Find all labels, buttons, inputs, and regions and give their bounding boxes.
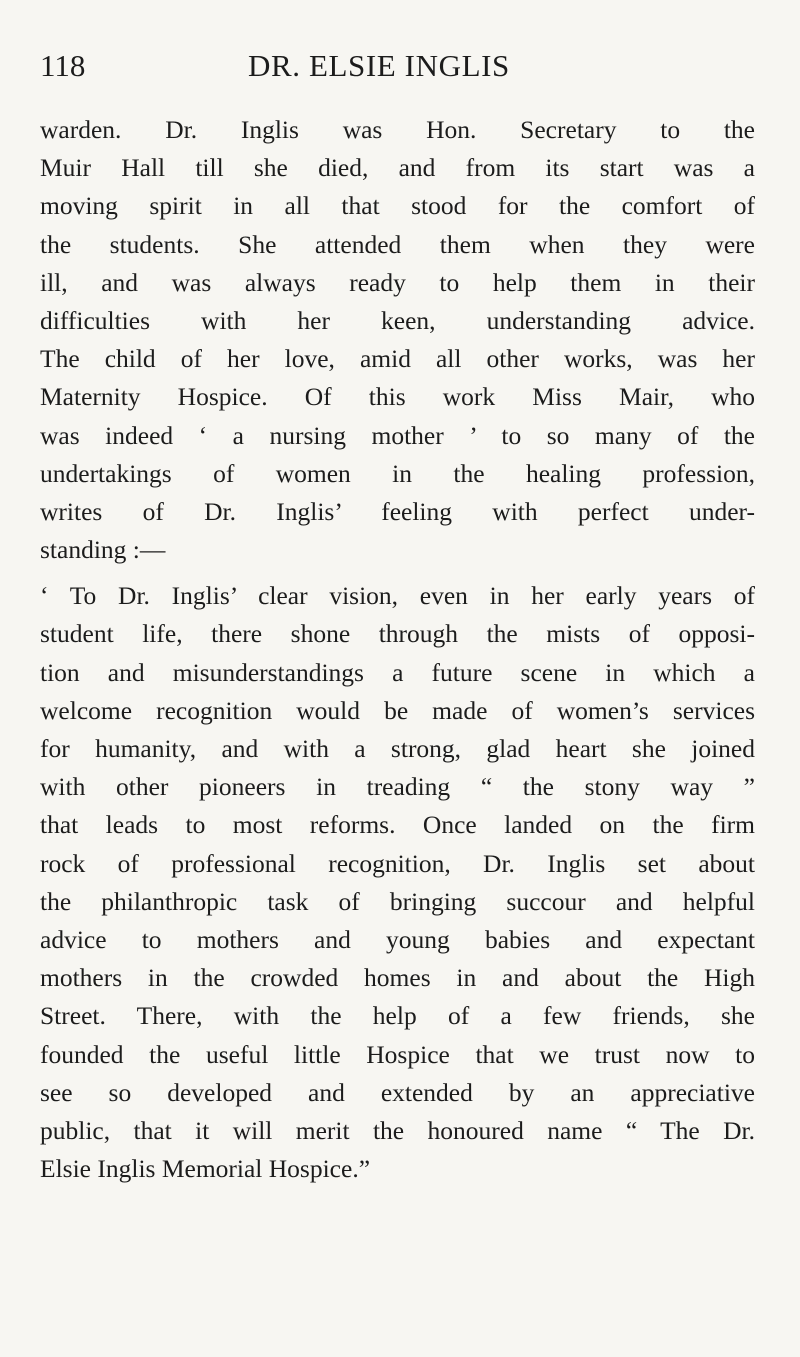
text-line: Street. There, with the help of a few friends, she bbox=[40, 1001, 755, 1031]
text-line: mothers in the crowded homes in and about the High bbox=[40, 963, 755, 993]
text-line: the philanthropic task of bringing succour and helpful bbox=[40, 886, 755, 916]
text-line: Muir Hall till she died, and from its start was a bbox=[40, 153, 755, 183]
text-line: difficulties with her keen, understanding advice. bbox=[40, 305, 755, 335]
text-line: with other pioneers in treading “ the stony way ” bbox=[40, 772, 755, 802]
text-line: for humanity, and with a strong, glad heart she joined bbox=[40, 734, 755, 763]
text-line: student life, there shone through the mists of opposi- bbox=[40, 619, 755, 649]
text-line: undertakings of women in the healing profession, bbox=[40, 458, 755, 488]
text-line: see so developed and extended by an appreciative bbox=[40, 1077, 755, 1107]
paragraph-gap bbox=[40, 569, 755, 577]
paragraph-muir-hall bbox=[40, 111, 755, 569]
text-line: Elsie Inglis Memorial Hospice.” bbox=[40, 1154, 371, 1184]
running-head bbox=[40, 44, 756, 88]
text-line: was indeed ‘ a nursing mother ’ to so many of the bbox=[40, 420, 755, 450]
text-line: The child of her love, amid all other works, was her bbox=[40, 344, 755, 374]
text-line: public, that it will merit the honoured name “ The Dr. bbox=[40, 1115, 755, 1145]
text-line: that leads to most reforms. Once landed on the firm bbox=[40, 810, 755, 840]
text-line: ill, and was always ready to help them in their bbox=[40, 267, 755, 297]
text-line: writes of Dr. Inglis’ feeling with perfect under- bbox=[40, 496, 755, 526]
text-line: founded the useful little Hospice that we trust now to bbox=[40, 1039, 755, 1069]
text-line: warden. Dr. Inglis was Hon. Secretary to the bbox=[40, 115, 755, 144]
page-number: 118 bbox=[40, 48, 86, 83]
text-line: moving spirit in all that stood for the comfort of bbox=[40, 191, 755, 221]
text-line: tion and misunderstandings a future scene in which a bbox=[40, 657, 755, 687]
text-line: welcome recognition would be made of women’s services bbox=[40, 695, 755, 725]
running-title: DR. ELSIE INGLIS bbox=[248, 48, 510, 83]
text-line: ‘ To Dr. Inglis’ clear vision, even in her early years of bbox=[40, 581, 755, 611]
paragraph-quotation-mair bbox=[40, 577, 755, 1188]
text-line: the students. She attended them when they were bbox=[40, 229, 755, 259]
text-line: standing :— bbox=[40, 535, 166, 565]
body-text bbox=[40, 111, 755, 1188]
text-line: rock of professional recognition, Dr. Inglis set about bbox=[40, 848, 755, 878]
text-line: Maternity Hospice. Of this work Miss Mair, who bbox=[40, 382, 755, 412]
text-line: advice to mothers and young babies and expectant bbox=[40, 924, 755, 954]
